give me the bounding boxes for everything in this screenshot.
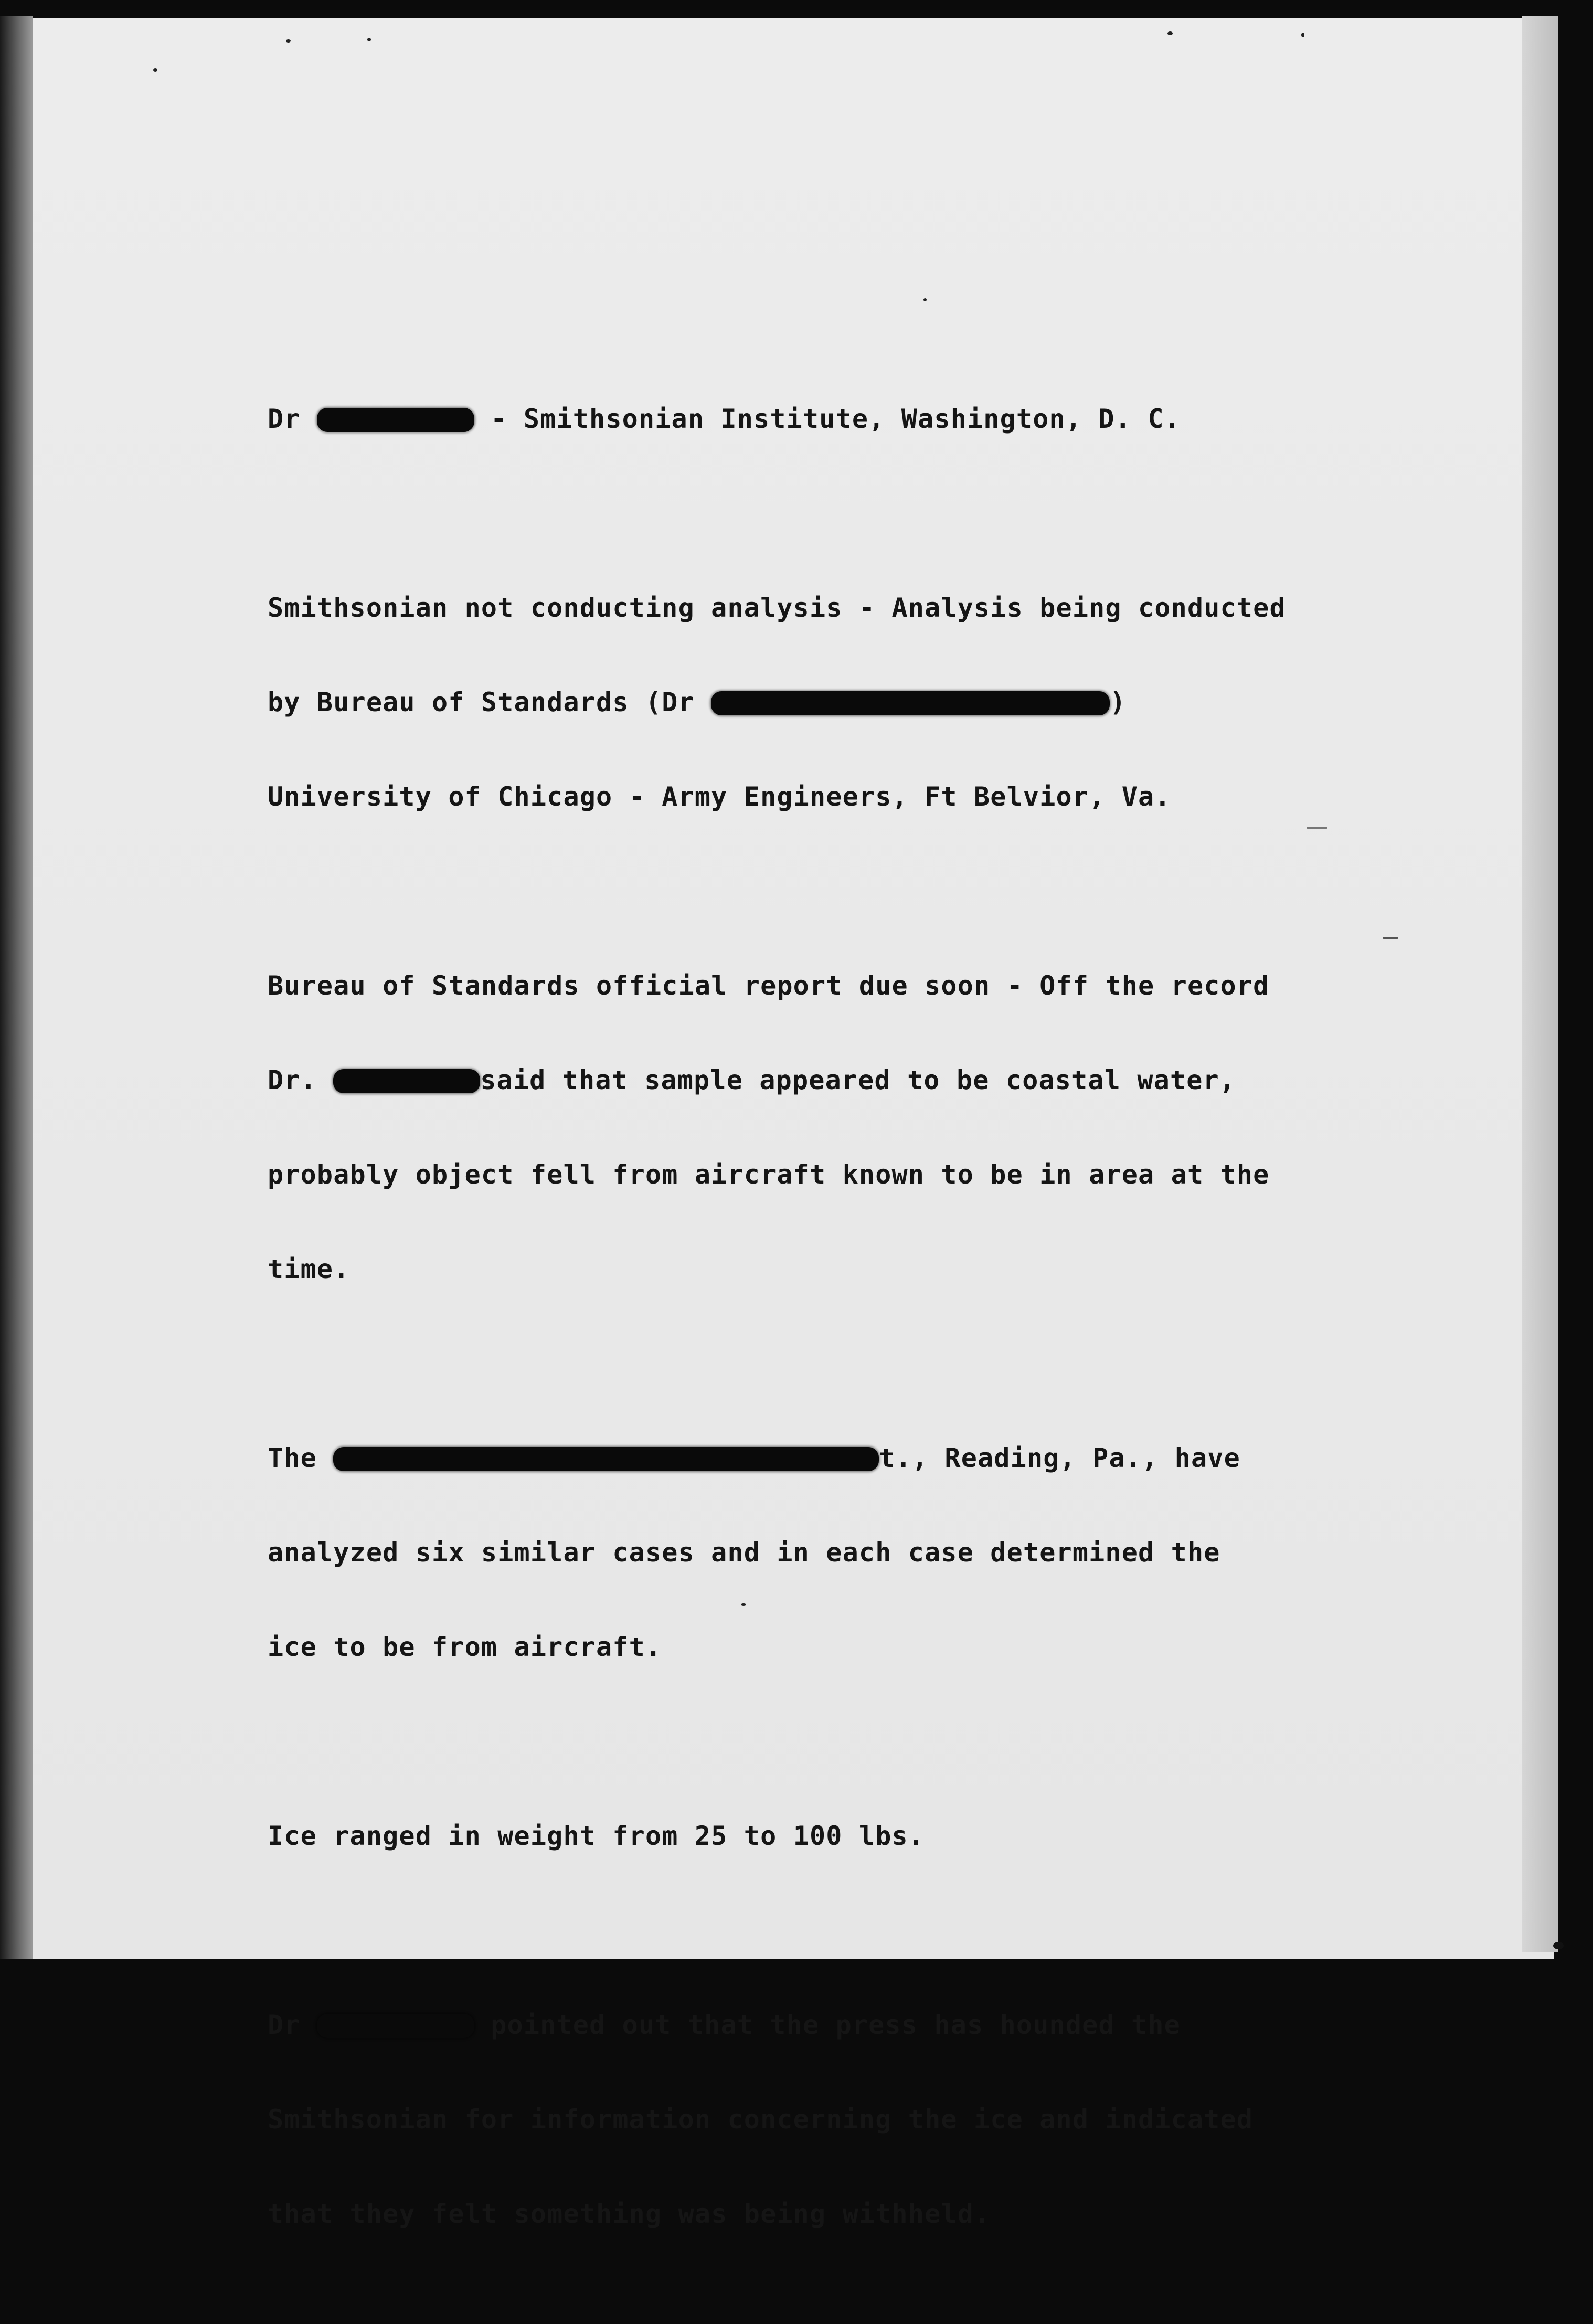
paragraph-analysis (268, 529, 1369, 875)
paragraph-cases (268, 1379, 1369, 1726)
paragraph-line: Smithsonian not conducting analysis - Analysis being conducted (268, 593, 1286, 623)
scan-speck (1301, 33, 1304, 37)
heading-suffix: - Smithsonian Institute, Washington, D. C. (491, 404, 1181, 434)
paragraph-line-prefix: Dr. (268, 1065, 334, 1095)
scan-speck (1167, 31, 1173, 35)
redaction-mark (317, 2014, 474, 2038)
paragraph-line: ice to be from aircraft. (268, 1632, 662, 1662)
paragraph-report (268, 907, 1369, 1348)
paragraph-line-prefix: Dr (268, 2010, 317, 2040)
scan-speck (286, 39, 291, 43)
redaction-mark (711, 691, 1110, 715)
scan-speck (1383, 937, 1398, 939)
scan-left-edge (0, 16, 33, 1959)
paragraph-line-prefix: The (268, 1443, 334, 1473)
paragraph-line: Ice ranged in weight from 25 to 100 lbs. (268, 1821, 925, 1851)
paragraph-line: probably object fell from aircraft known to be in area at the (268, 1159, 1270, 1190)
scan-speck (153, 68, 157, 72)
paragraph-line-suffix: pointed out that the press has hounded the (474, 2010, 1181, 2040)
scan-speck (923, 298, 927, 301)
paragraph-weight (268, 1757, 1369, 1915)
redaction-mark (333, 1447, 879, 1471)
scan-speck (1553, 1942, 1564, 1949)
document-body (268, 340, 1369, 2324)
redaction-mark (317, 408, 474, 432)
paragraph-line: time. (268, 1254, 350, 1284)
paragraph-line: University of Chicago - Army Engineers, Ft Belvior, Va. (268, 781, 1171, 812)
paragraph-line-suffix: t., Reading, Pa., have (879, 1443, 1240, 1473)
paragraph-line: analyzed six similar cases and in each case determined the (268, 1537, 1220, 1568)
paragraph-line-suffix: ) (1110, 687, 1127, 717)
paragraph-press (268, 1946, 1369, 2293)
scan-speck (367, 38, 371, 41)
page-right-shadow (1522, 16, 1558, 1952)
redaction-mark (333, 1069, 480, 1093)
paragraph-line: Smithsonian for information concerning the ice and indicated (268, 2104, 1254, 2135)
paragraph-line: Bureau of Standards official report due soon - Off the record (268, 970, 1270, 1001)
paragraph-line-prefix: by Bureau of Standards (Dr (268, 687, 711, 717)
heading-line (268, 340, 1369, 498)
paragraph-line-suffix: said that sample appeared to be coastal water, (480, 1065, 1236, 1095)
paragraph-line: that they felt something was being withheld. (268, 2199, 991, 2229)
heading-prefix: Dr (268, 404, 317, 434)
